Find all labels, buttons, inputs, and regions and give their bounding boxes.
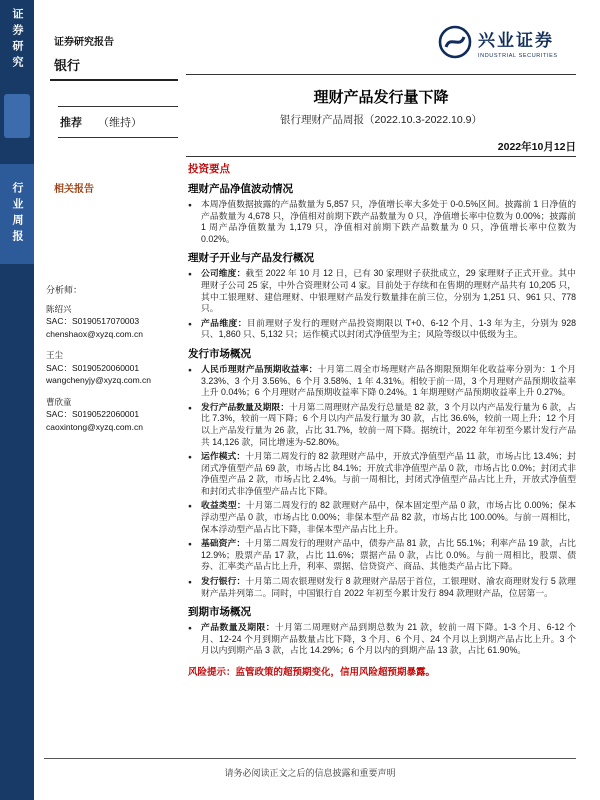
analyst-name: 陈绍兴 — [46, 303, 72, 314]
risk-label: 风险提示： — [188, 667, 236, 678]
bullet-item — [188, 576, 576, 599]
bullet-icon: ● — [188, 579, 192, 587]
bullet-text: 收益类型：十月第二周发行的 82 款理财产品中，保本固定型产品 0 款，市场占比 0.00%；保本浮动型产品 0 款，市场占比 0.00%；非保本型产品 82 款，市场占比 100.00%。与前一周相比，保本浮动型产品占比下降，非保本型产品占比上升。 — [201, 500, 576, 534]
bullet-icon: ● — [188, 625, 192, 633]
report-title: 理财产品发行量下降 — [313, 89, 449, 106]
bullet-icon: ● — [188, 366, 192, 374]
analyst-block — [46, 284, 184, 442]
analyst-name: 曹欣童 — [46, 396, 72, 407]
bullet-icon: ● — [188, 454, 192, 462]
analyst-entry — [46, 396, 184, 434]
logo-cn: 兴业证券 — [478, 30, 554, 50]
related-reports-label: 相关报告 — [54, 184, 94, 195]
bullet-item — [188, 199, 576, 245]
footer-disclaimer: 请务必阅读正文之后的信息披露和重要声明 — [224, 768, 396, 778]
bullet-icon: ● — [188, 541, 192, 549]
risk-note — [188, 664, 576, 678]
rating-label: 推荐 — [60, 117, 82, 129]
bullet-item — [188, 268, 576, 314]
analyst-entry — [46, 349, 184, 387]
bullet-icon: ● — [188, 202, 192, 209]
bullet-text: 产品维度：目前理财子发行的理财产品投资期限以 T+0、6-12 个月、1-3 年为主，分别为 928 只、1,860 只、5,132 只；运作模式以封闭式净值型为主；风险等级以中低级为主。 — [201, 317, 576, 340]
bullet-text: 运作模式：十月第二周发行的 82 款理财产品中，开放式净值型产品 11 款，市场占比 13.4%；封闭式净值型产品 69 款，市场占比 84.1%；开放式非净值型产品 0 款，市场占比 0.0%；封闭式非净值型产品 2 款，市场占比 2.4%。与前一周相比，封闭式净值型产品占比上升，开放式净值型和封闭式非净值型产品占比下降。 — [201, 451, 576, 496]
industry-label: 银行 — [54, 58, 81, 73]
industrial-securities-emblem-icon — [438, 25, 472, 59]
header-divider — [186, 74, 576, 75]
analyst-email: caoxintong@xyzq.com.cn — [46, 421, 143, 432]
analyst-sac: SAC：S0190522060001 — [46, 409, 140, 419]
section-heading: 到期市场概况 — [188, 606, 251, 619]
bullet-text: 公司维度：截至 2022 年 10 月 12 日，已有 30 家理财子获批成立，29 家理财子正式开业。其中理财子公司 25 家，中外合资理财公司 4 家。目前处于存续和在售期的理财产品共有 10,205 只，其中工银理财、建信理财、中银理财产品发行数量排在前三位，分别为 1,251 只、961 只、778 只。 — [201, 268, 576, 314]
analyst-email: chenshaox@xyzq.com.cn — [46, 328, 143, 339]
date-divider — [186, 156, 576, 157]
analyst-sac: SAC：S0190517070003 — [46, 316, 140, 326]
bullet-item — [188, 500, 576, 535]
industry-divider — [50, 79, 178, 81]
bullet-icon: ● — [188, 320, 192, 328]
analyst-heading: 分析师： — [46, 285, 83, 295]
bullet-icon: ● — [188, 271, 192, 279]
section-heading: 理财产品净值波动情况 — [188, 183, 293, 195]
report-type-label: 证券研究报告 — [54, 37, 114, 48]
sidebar-label-weekly: 行业周报 — [11, 182, 23, 246]
bullet-text: 发行产品数量及期限：十月第二周理财产品发行总量是 82 款，3 个月以内产品发行量为 6 款，占比 7.3%，较前一周下降；6 个月以内产品发行量为 30 款，占比 36.6%，较前一周上升；12 个月以上产品发行量为 26 款，占比 31.7%，较前一周下降。据统计，2022 年年初至今累计发行产品共 14,126 款，同比增速为-52.80%。 — [201, 401, 576, 447]
brand-logo — [438, 25, 558, 59]
risk-text: 监管政策的超预期变化，信用风险超预期暴露。 — [235, 667, 436, 678]
rating-status: （维持） — [98, 117, 142, 129]
bullet-item — [188, 402, 576, 448]
report-content — [188, 161, 576, 757]
report-date: 2022年10月12日 — [497, 141, 576, 153]
bullet-text: 产品数量及期限：十月第二周理财产品到期总数为 21 款，较前一周下降。1-3 个月、6-12 个月、12-24 个月到期产品数量占比下降，3 个月、6 个月、24 个月以上到期产品占比上升。3 个月以内到期产品 3 款，占比 14.29%；6 个月以内的到期产品 13 款，占比 61.90%。 — [201, 622, 576, 656]
section-heading: 理财子开业与产品发行概况 — [188, 252, 314, 265]
logo-en: INDUSTRIAL SECURITIES — [478, 52, 558, 59]
bullet-item — [188, 451, 576, 497]
sidebar-label-research: 证券研究 — [11, 8, 23, 72]
analyst-sac: SAC：S0190520060001 — [46, 362, 140, 373]
bullet-text: 基础资产：十月第二周发行的理财产品中，债券产品 81 款，占比 55.1%；利率产品 19 款，占比 12.9%；股票产品 17 款，占比 11.6%；票据产品 0 款，占比 0.0%。与前一周相比，股票、债券、汇率类产品占比上升，利率、票据、信贷资产、商品、其他类产品占比下降。 — [201, 538, 576, 572]
bullet-icon: ● — [188, 503, 192, 511]
summary-heading: 投资要点 — [188, 163, 230, 175]
sidebar-weekly-block — [0, 164, 34, 264]
bullet-text: 发行银行：十月第二周农银理财发行 8 款理财产品居于首位，工银理财、渝农商理财发行 5 款理财产品并列第二。同时，中国银行自 2022 年初至今累计发行 894 款理财产品，位居第一。 — [201, 576, 576, 598]
analyst-name: 王尘 — [46, 350, 64, 360]
analyst-entry — [46, 303, 184, 341]
report-subtitle: 银行理财产品周报（2022.10.3-2022.10.9） — [280, 114, 482, 126]
bullet-text: 人民币理财产品预期收益率：十月第二周全市场理财产品各期限预期年化收益率分别为：1 个月 3.23%、3 个月 3.56%、6 个月 3.58%、1 年 4.31%。相较于前一周，3 个月理财产品预期收益率上升 0.04%；6 个月理财产品预期收益率下降 0.24%。1 年期理财产品预期收益率上升 0.27%。 — [201, 363, 576, 398]
bullet-text: 本周净值数据披露的产品数量为 5,857 只，净值增长率大多处于 0-0.5%区间。披露前 1 日净值的产品数量为 4,678 只，净值相对前期下跌产品数量为 0 只，净值增长率中位数为 0.00%；披露前 1 周产品净值数量为 1,179 只，净值相对前期下跌产品数量为 0 只，净值增长率中位数为 0.02%。 — [201, 199, 576, 244]
bullet-item — [188, 364, 576, 399]
bullet-icon: ● — [188, 404, 192, 412]
section-heading: 发行市场概况 — [188, 347, 251, 360]
bullet-item — [188, 538, 576, 573]
sidebar-tab-decoration — [4, 94, 30, 138]
logo-text — [478, 26, 558, 59]
left-sidebar — [0, 0, 34, 800]
analyst-email: wangchenyjy@xyzq.com.cn — [46, 375, 152, 385]
bullet-item — [188, 622, 576, 657]
footer-divider — [44, 758, 576, 759]
bullet-item — [188, 318, 576, 341]
rating-box — [58, 106, 178, 138]
